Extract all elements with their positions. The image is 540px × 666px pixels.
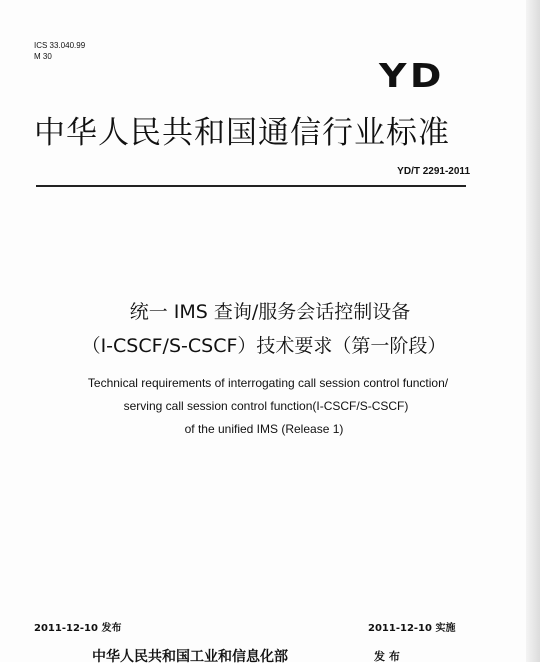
implement-date: 2011-12-10 实施 [368,623,456,634]
ccs-code: M 30 [34,52,52,61]
header-divider [36,185,466,187]
classification-codes [34,40,85,62]
english-title-line-2: serving call session control function(I-CSCF/S-CSCF) [123,399,409,413]
chinese-title-line-2: （I-CSCF/S-CSCF）技术要求（第一阶段） [81,335,447,357]
issuing-authority: 中华人民共和国工业和信息化部 [92,649,288,665]
issuing-action: 发 布 [374,650,400,663]
english-title-line-1: Technical requirements of interrogating call session control function/ [87,376,449,390]
standard-category-title: 中华人民共和国通信行业标准 [34,115,450,151]
yd-logo: YD [379,56,445,95]
publish-date: 2011-12-10 发布 [34,623,122,634]
chinese-title-line-1: 统一 IMS 查询/服务会话控制设备 [129,301,411,323]
ics-code: ICS 33.040.99 [34,41,86,50]
standard-number: YD/T 2291-2011 [397,166,470,177]
english-title-line-3: of the unified IMS (Release 1) [184,422,344,436]
